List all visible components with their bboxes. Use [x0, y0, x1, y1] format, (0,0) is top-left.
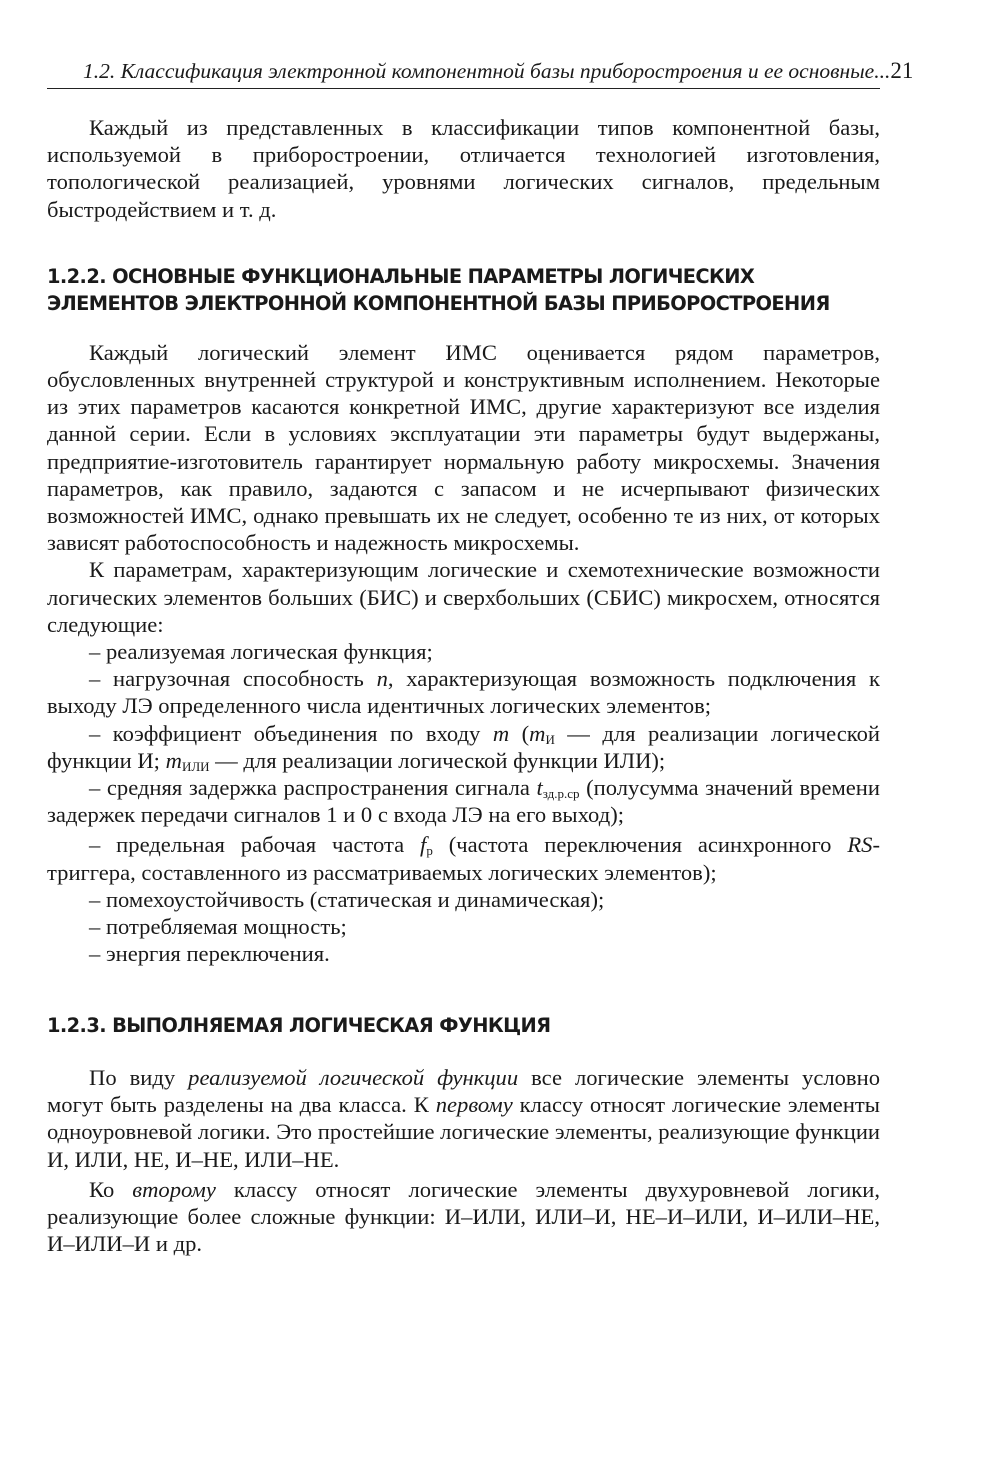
heading-line-2: ЭЛЕМЕНТОВ ЭЛЕКТРОННОЙ КОМПОНЕНТНОЙ БАЗЫ ПРИБОРОСТРОЕНИЯ [47, 292, 830, 316]
list-item: – энергия переключения. [89, 941, 330, 967]
list-item: – потребляемая мощность; [89, 914, 347, 940]
list-item: – коэффициент объединения по входу m ($m_И$ — для реализации логической функции И; $m_{ИЛИ}$ — для реализации логической функции ИЛИ); [47, 720, 880, 774]
page-number: 21 [890, 58, 914, 83]
running-title: 1.2. Классификация электронной компонентной базы приборостроения и ее основные... [83, 59, 891, 83]
parameters-list [47, 638, 880, 967]
list-item: – предельная рабочая частота $f_р$ (частота переключения асинхронного RS-триггера, составленного из рассматриваемых логических элементов); [47, 832, 880, 885]
section-heading-1-2-3: 1.2.3. ВЫПОЛНЯЕМАЯ ЛОГИЧЕСКАЯ ФУНКЦИЯ [47, 1014, 551, 1038]
running-header [47, 58, 914, 89]
intro-paragraph: Каждый из представленных в классификации типов компонентной базы, используемой в приборостроении, отличается технологией изготовления, топологической реализацией, уровнями логических сигналов, предельным быстродействием и т. д. [47, 115, 880, 222]
section-heading-1-2-2 [47, 263, 880, 318]
paragraph-parameters-intro: Каждый логический элемент ИМС оценивается рядом параметров, обусловленных внутренней структурой и конструктивным исполнением. Некоторые из этих параметров касаются конкретной ИМС, другие характеризуют все изделия данной серии. Если в условиях эксплуатации эти параметры будут выдержаны, предприятие-изготовитель гарантирует нормальную работу микросхемы. Значения параметров, как правило, задаются с запасом и не исчерпывают физических возможностей ИМС, однако превышать их не следует, особенно те из них, от которых зависят работоспособность и надежность микросхемы. [47, 339, 880, 556]
paragraph-logic-classes: По виду реализуемой логической функции все логические элементы условно могут быть разделены на два класса. К первому классу относят логические элементы одноуровневой логики. Это простейшие логические элементы, реализующие функции И, ИЛИ, НЕ, И–НЕ, ИЛИ–НЕ. [47, 1064, 880, 1172]
section-1-2-2-body [47, 339, 880, 968]
intro-block [47, 114, 880, 223]
list-item: – средняя задержка распространения сигнала $t_{зд.р.ср}$ (полусумма значений времени задержек передачи сигналов 1 и 0 с входа ЛЭ на его выход); [47, 775, 880, 828]
list-item: – помехоустойчивость (статическая и динамическая); [89, 886, 605, 912]
book-page [47, 58, 914, 1257]
section-1-2-3-body [47, 1064, 880, 1257]
heading-line-1: 1.2.2. ОСНОВНЫЕ ФУНКЦИОНАЛЬНЫЕ ПАРАМЕТРЫ ЛОГИЧЕСКИХ [47, 264, 755, 288]
paragraph-second-class: Ко второму классу относят логические элементы двухуровневой логики, реализующие более сложные функции: И–ИЛИ, ИЛИ–И, НЕ–И–ИЛИ, И–ИЛИ–НЕ, И–ИЛИ–И и др. [47, 1176, 880, 1257]
list-item: – реализуемая логическая функция; [89, 639, 433, 665]
paragraph-parameters-list-lead: К параметрам, характеризующим логические и схемотехнические возможности логических элементов больших (БИС) и сверхбольших (СБИС) микросхем, относятся следующие: [47, 557, 880, 637]
list-item: – нагрузочная способность n, характеризующая возможность подключения к выходу ЛЭ определенного числа идентичных логических элементов; [47, 666, 880, 719]
